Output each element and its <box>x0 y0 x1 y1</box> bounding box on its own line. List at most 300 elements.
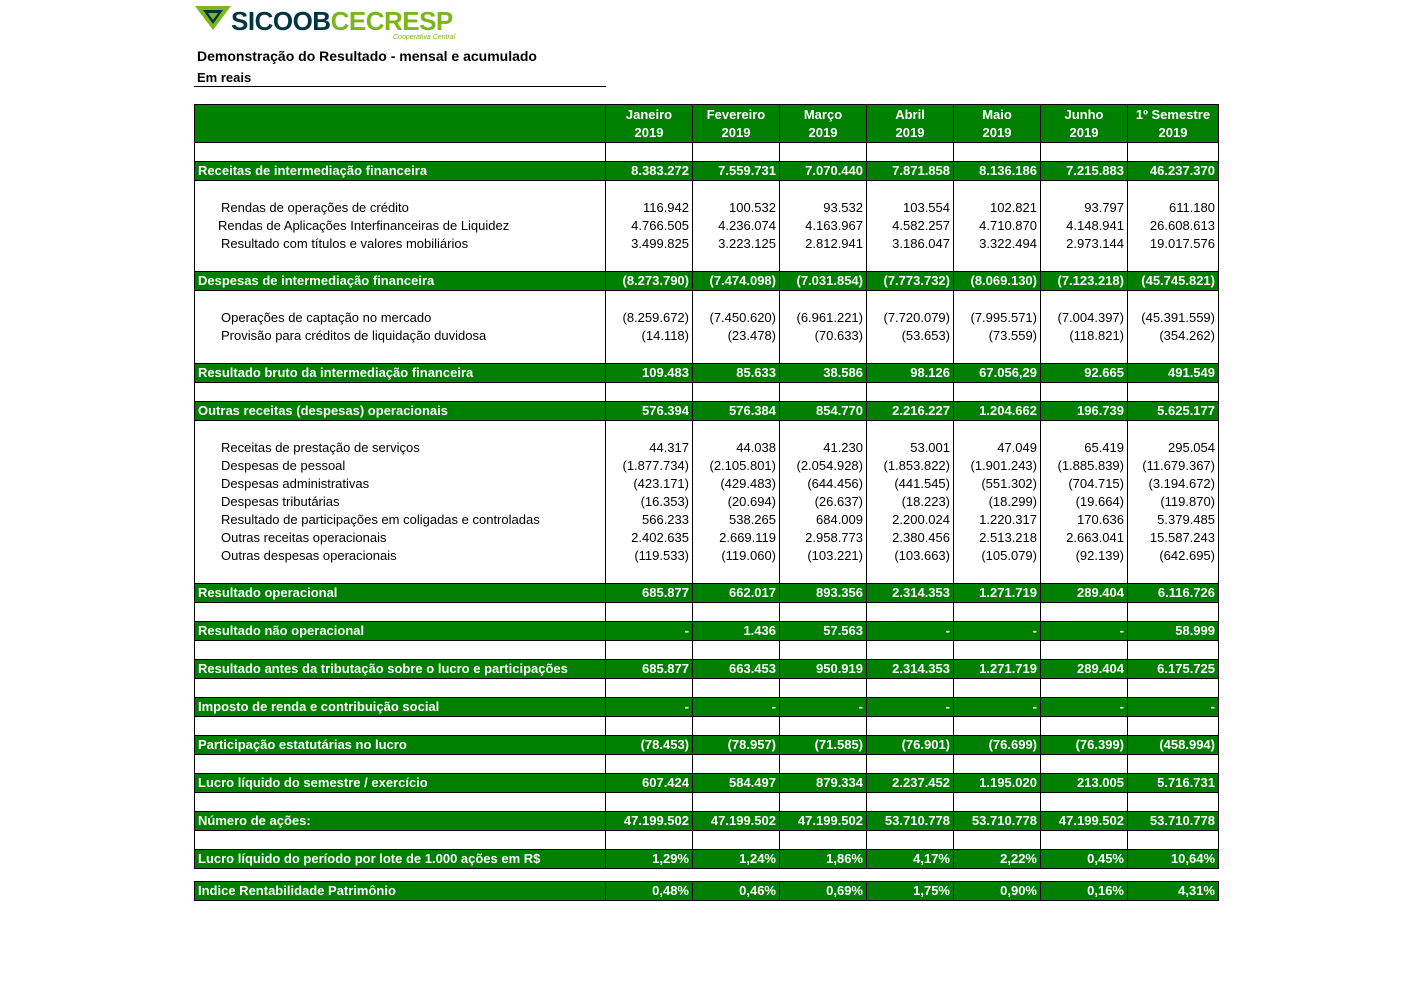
value-cell: (119.060) <box>693 547 780 565</box>
value-cell: 1.436 <box>693 622 780 641</box>
value-cell: 7.070.440 <box>780 162 867 181</box>
value-cell: (11.679.367) <box>1128 457 1219 475</box>
title-divider <box>194 86 606 87</box>
blank-cell <box>606 793 693 812</box>
value-cell: 1.271.719 <box>954 660 1041 679</box>
value-cell: - <box>606 622 693 641</box>
section-row-despesas <box>195 272 1219 291</box>
value-cell: 7.871.858 <box>867 162 954 181</box>
blank-cell <box>954 421 1041 440</box>
blank-cell <box>606 143 693 162</box>
blank-cell <box>954 641 1041 660</box>
value-cell: (8.273.790) <box>606 272 693 291</box>
section-row-res-operacional <box>195 584 1219 603</box>
blank-cell <box>195 291 606 310</box>
value-cell: 289.404 <box>1041 660 1128 679</box>
blank-cell <box>195 421 606 440</box>
blank-row <box>195 253 1219 272</box>
blank-cell <box>867 421 954 440</box>
section-row-imposto <box>195 698 1219 717</box>
value-cell: (354.262) <box>1128 327 1219 345</box>
value-cell: 2.402.635 <box>606 529 693 547</box>
row-label: Provisão para créditos de liquidação duvidosa <box>195 327 606 345</box>
blank-cell <box>195 679 606 698</box>
blank-row <box>195 679 1219 698</box>
item-row-desp-admin <box>195 475 1219 493</box>
blank-cell <box>1128 253 1219 272</box>
logo-brand-sub: CECRESP <box>330 6 453 36</box>
row-label: Outras receitas operacionais <box>195 529 606 547</box>
blank-cell <box>606 383 693 402</box>
value-cell: 170.636 <box>1041 511 1128 529</box>
logo-wordmark <box>231 6 453 37</box>
blank-cell <box>954 869 1041 882</box>
blank-cell <box>780 421 867 440</box>
value-cell: 65.419 <box>1041 439 1128 457</box>
value-cell: 1.271.719 <box>954 584 1041 603</box>
blank-cell <box>867 831 954 850</box>
value-cell: (429.483) <box>693 475 780 493</box>
value-cell: 295.054 <box>1128 439 1219 457</box>
value-cell: - <box>954 622 1041 641</box>
value-cell: (7.450.620) <box>693 309 780 327</box>
blank-cell <box>954 565 1041 584</box>
value-cell: 4.163.967 <box>780 217 867 235</box>
value-cell: (78.453) <box>606 736 693 755</box>
blank-cell <box>195 565 606 584</box>
value-cell: 1,75% <box>867 882 954 901</box>
value-cell: (2.105.801) <box>693 457 780 475</box>
value-cell: 8.136.186 <box>954 162 1041 181</box>
value-cell: 38.586 <box>780 364 867 383</box>
blank-cell <box>780 641 867 660</box>
section-row-outras <box>195 402 1219 421</box>
blank-cell <box>1128 869 1219 882</box>
blank-cell <box>780 181 867 200</box>
item-row-op-captacao <box>195 309 1219 327</box>
value-cell: 879.334 <box>780 774 867 793</box>
blank-cell <box>1128 291 1219 310</box>
blank-cell <box>693 143 780 162</box>
blank-cell <box>693 603 780 622</box>
value-cell: 93.532 <box>780 199 867 217</box>
value-cell: 2.669.119 <box>693 529 780 547</box>
blank-cell <box>867 641 954 660</box>
value-cell: (19.664) <box>1041 493 1128 511</box>
currency-unit: Em reais <box>197 70 252 85</box>
value-cell: 47.199.502 <box>780 812 867 831</box>
value-cell: 103.554 <box>867 199 954 217</box>
blank-cell <box>867 181 954 200</box>
blank-cell <box>954 181 1041 200</box>
header-col-may: Maio 2019 <box>954 105 1041 143</box>
header-label-cell <box>195 105 606 143</box>
blank-cell <box>867 793 954 812</box>
blank-cell <box>1128 755 1219 774</box>
blank-cell <box>1128 143 1219 162</box>
value-cell: 662.017 <box>693 584 780 603</box>
value-cell: 576.394 <box>606 402 693 421</box>
value-cell: (7.004.397) <box>1041 309 1128 327</box>
blank-cell <box>1128 345 1219 364</box>
row-label: Imposto de renda e contribuição social <box>195 698 606 717</box>
value-cell: 2.237.452 <box>867 774 954 793</box>
value-cell: 854.770 <box>780 402 867 421</box>
value-cell: 2.380.456 <box>867 529 954 547</box>
blank-cell <box>693 291 780 310</box>
blank-cell <box>954 679 1041 698</box>
value-cell: 685.877 <box>606 660 693 679</box>
value-cell: 213.005 <box>1041 774 1128 793</box>
row-label: Receitas de prestação de serviços <box>195 439 606 457</box>
blank-cell <box>195 603 606 622</box>
value-cell: (18.299) <box>954 493 1041 511</box>
blank-cell <box>693 869 780 882</box>
value-cell: 19.017.576 <box>1128 235 1219 253</box>
value-cell: 3.223.125 <box>693 235 780 253</box>
value-cell: (1.853.822) <box>867 457 954 475</box>
value-cell: 2,22% <box>954 850 1041 869</box>
value-cell: 576.384 <box>693 402 780 421</box>
blank-cell <box>1041 641 1128 660</box>
blank-cell <box>867 345 954 364</box>
row-label: Despesas de intermediação financeira <box>195 272 606 291</box>
value-cell: 0,16% <box>1041 882 1128 901</box>
value-cell: 41.230 <box>780 439 867 457</box>
header-col-jun: Junho 2019 <box>1041 105 1128 143</box>
blank-cell <box>606 641 693 660</box>
blank-row <box>195 831 1219 850</box>
value-cell: 684.009 <box>780 511 867 529</box>
row-label: Resultado operacional <box>195 584 606 603</box>
value-cell: (105.079) <box>954 547 1041 565</box>
value-cell: 98.126 <box>867 364 954 383</box>
section-row-res-antes <box>195 660 1219 679</box>
blank-cell <box>195 755 606 774</box>
value-cell: (14.118) <box>606 327 693 345</box>
value-cell: 109.483 <box>606 364 693 383</box>
blank-cell <box>1041 793 1128 812</box>
blank-cell <box>693 831 780 850</box>
value-cell: 1,24% <box>693 850 780 869</box>
blank-cell <box>195 641 606 660</box>
blank-cell <box>606 181 693 200</box>
value-cell: 53.001 <box>867 439 954 457</box>
blank-row <box>195 641 1219 660</box>
value-cell: 4.766.505 <box>606 217 693 235</box>
blank-cell <box>867 565 954 584</box>
header-col-mar: Março 2019 <box>780 105 867 143</box>
value-cell: - <box>954 698 1041 717</box>
row-label: Indice Rentabilidade Patrimônio <box>195 882 606 901</box>
row-label: Resultado com títulos e valores mobiliários <box>195 235 606 253</box>
value-cell: (8.259.672) <box>606 309 693 327</box>
value-cell: (3.194.672) <box>1128 475 1219 493</box>
blank-cell <box>780 143 867 162</box>
section-row-indice <box>195 882 1219 901</box>
value-cell: (7.123.218) <box>1041 272 1128 291</box>
value-cell: 92.665 <box>1041 364 1128 383</box>
row-label: Resultado bruto da intermediação financeira <box>195 364 606 383</box>
row-label: Lucro líquido do período por lote de 1.000 ações em R$ <box>195 850 606 869</box>
blank-cell <box>780 831 867 850</box>
blank-cell <box>195 143 606 162</box>
blank-cell <box>1041 291 1128 310</box>
value-cell: 67.056,29 <box>954 364 1041 383</box>
blank-row <box>195 383 1219 402</box>
blank-cell <box>867 383 954 402</box>
blank-cell <box>195 181 606 200</box>
blank-row <box>195 181 1219 200</box>
value-cell: 893.356 <box>780 584 867 603</box>
value-cell: 53.710.778 <box>1128 812 1219 831</box>
value-cell: 2.663.041 <box>1041 529 1128 547</box>
value-cell: (7.773.732) <box>867 272 954 291</box>
value-cell: 538.265 <box>693 511 780 529</box>
blank-cell <box>693 755 780 774</box>
section-row-resultado-bruto <box>195 364 1219 383</box>
value-cell: 2.812.941 <box>780 235 867 253</box>
blank-row <box>195 755 1219 774</box>
value-cell: 3.322.494 <box>954 235 1041 253</box>
row-label: Rendas de operações de crédito <box>195 199 606 217</box>
blank-cell <box>606 603 693 622</box>
section-row-receitas <box>195 162 1219 181</box>
section-row-num-acoes <box>195 812 1219 831</box>
blank-cell <box>606 291 693 310</box>
row-label: Resultado antes da tributação sobre o lucro e participações <box>195 660 606 679</box>
value-cell: 46.237.370 <box>1128 162 1219 181</box>
blank-row <box>195 793 1219 812</box>
value-cell: 47.199.502 <box>606 812 693 831</box>
blank-cell <box>693 181 780 200</box>
value-cell: 8.383.272 <box>606 162 693 181</box>
company-logo <box>195 4 475 44</box>
value-cell: (26.637) <box>780 493 867 511</box>
value-cell: (45.745.821) <box>1128 272 1219 291</box>
value-cell: 2.958.773 <box>780 529 867 547</box>
value-cell: 53.710.778 <box>954 812 1041 831</box>
blank-cell <box>1041 831 1128 850</box>
value-cell: - <box>1041 698 1128 717</box>
blank-row <box>195 603 1219 622</box>
row-label: Número de ações: <box>195 812 606 831</box>
value-cell: 7.559.731 <box>693 162 780 181</box>
header-col-feb: Fevereiro 2019 <box>693 105 780 143</box>
blank-cell <box>693 565 780 584</box>
value-cell: 2.216.227 <box>867 402 954 421</box>
blank-cell <box>1128 793 1219 812</box>
value-cell: (53.653) <box>867 327 954 345</box>
value-cell: 289.404 <box>1041 584 1128 603</box>
blank-cell <box>867 143 954 162</box>
value-cell: (78.957) <box>693 736 780 755</box>
value-cell: 611.180 <box>1128 199 1219 217</box>
value-cell: 4.148.941 <box>1041 217 1128 235</box>
blank-cell <box>1128 603 1219 622</box>
value-cell: 4.582.257 <box>867 217 954 235</box>
row-label: Resultado não operacional <box>195 622 606 641</box>
value-cell: (70.633) <box>780 327 867 345</box>
value-cell: 58.999 <box>1128 622 1219 641</box>
value-cell: (92.139) <box>1041 547 1128 565</box>
blank-row <box>195 421 1219 440</box>
blank-cell <box>867 869 954 882</box>
row-label: Rendas de Aplicações Interfinanceiras de Liquidez <box>195 217 606 235</box>
value-cell: 0,48% <box>606 882 693 901</box>
blank-cell <box>606 869 693 882</box>
blank-cell <box>693 253 780 272</box>
value-cell: 116.942 <box>606 199 693 217</box>
row-label: Participação estatutárias no lucro <box>195 736 606 755</box>
value-cell: - <box>693 698 780 717</box>
value-cell: 196.739 <box>1041 402 1128 421</box>
value-cell: 584.497 <box>693 774 780 793</box>
blank-cell <box>1128 181 1219 200</box>
value-cell: 2.973.144 <box>1041 235 1128 253</box>
value-cell: (71.585) <box>780 736 867 755</box>
value-cell: 2.314.353 <box>867 584 954 603</box>
value-cell: (1.877.734) <box>606 457 693 475</box>
value-cell: (20.694) <box>693 493 780 511</box>
value-cell: 566.233 <box>606 511 693 529</box>
blank-cell <box>1041 603 1128 622</box>
value-cell: (16.353) <box>606 493 693 511</box>
value-cell: (458.994) <box>1128 736 1219 755</box>
value-cell: 4,17% <box>867 850 954 869</box>
blank-cell <box>954 755 1041 774</box>
item-row-outras-desp <box>195 547 1219 565</box>
value-cell: 1.204.662 <box>954 402 1041 421</box>
blank-cell <box>195 831 606 850</box>
item-row-rendas-aplic <box>195 217 1219 235</box>
blank-cell <box>606 345 693 364</box>
value-cell: 47.199.502 <box>693 812 780 831</box>
value-cell: 4.236.074 <box>693 217 780 235</box>
value-cell: 1,29% <box>606 850 693 869</box>
blank-cell <box>954 793 1041 812</box>
value-cell: 0,90% <box>954 882 1041 901</box>
value-cell: 2.314.353 <box>867 660 954 679</box>
blank-cell <box>954 383 1041 402</box>
blank-cell <box>780 603 867 622</box>
row-label: Despesas administrativas <box>195 475 606 493</box>
value-cell: (441.545) <box>867 475 954 493</box>
blank-row <box>195 565 1219 584</box>
blank-cell <box>1041 143 1128 162</box>
blank-cell <box>1128 831 1219 850</box>
value-cell: 47.199.502 <box>1041 812 1128 831</box>
blank-cell <box>1041 717 1128 736</box>
value-cell: (551.302) <box>954 475 1041 493</box>
value-cell: 5.625.177 <box>1128 402 1219 421</box>
value-cell: (1.885.839) <box>1041 457 1128 475</box>
value-cell: - <box>1128 698 1219 717</box>
section-row-particip-estat <box>195 736 1219 755</box>
blank-cell <box>1128 679 1219 698</box>
blank-cell <box>606 831 693 850</box>
value-cell: (2.054.928) <box>780 457 867 475</box>
blank-cell <box>606 755 693 774</box>
value-cell: (76.901) <box>867 736 954 755</box>
blank-cell <box>867 679 954 698</box>
blank-cell <box>1128 383 1219 402</box>
value-cell: 607.424 <box>606 774 693 793</box>
blank-cell <box>867 603 954 622</box>
value-cell: (73.559) <box>954 327 1041 345</box>
blank-cell <box>693 641 780 660</box>
value-cell: 0,46% <box>693 882 780 901</box>
blank-cell <box>954 717 1041 736</box>
value-cell: 950.919 <box>780 660 867 679</box>
blank-cell <box>780 345 867 364</box>
blank-cell <box>195 345 606 364</box>
value-cell: 26.608.613 <box>1128 217 1219 235</box>
blank-cell <box>867 291 954 310</box>
value-cell: 6.116.726 <box>1128 584 1219 603</box>
row-label: Lucro líquido do semestre / exercício <box>195 774 606 793</box>
value-cell: 5.379.485 <box>1128 511 1219 529</box>
blank-cell <box>195 717 606 736</box>
section-row-lucro-liquido <box>195 774 1219 793</box>
value-cell: (18.223) <box>867 493 954 511</box>
blank-cell <box>780 755 867 774</box>
blank-cell <box>1041 679 1128 698</box>
item-row-outras-rec <box>195 529 1219 547</box>
blank-row <box>195 143 1219 162</box>
value-cell: 1.195.020 <box>954 774 1041 793</box>
blank-cell <box>693 383 780 402</box>
item-row-resultado-titulos <box>195 235 1219 253</box>
blank-cell <box>954 291 1041 310</box>
blank-cell <box>693 421 780 440</box>
row-label: Outras despesas operacionais <box>195 547 606 565</box>
value-cell: 663.453 <box>693 660 780 679</box>
value-cell: 53.710.778 <box>867 812 954 831</box>
table-header-row <box>195 105 1219 143</box>
blank-cell <box>1128 717 1219 736</box>
sicoob-logo-icon <box>195 4 231 32</box>
value-cell: 1,86% <box>780 850 867 869</box>
item-row-rendas-credito <box>195 199 1219 217</box>
value-cell: 4,31% <box>1128 882 1219 901</box>
value-cell: (119.870) <box>1128 493 1219 511</box>
blank-cell <box>1041 345 1128 364</box>
value-cell: 0,45% <box>1041 850 1128 869</box>
value-cell: 44.038 <box>693 439 780 457</box>
blank-cell <box>780 793 867 812</box>
logo-tagline: Cooperativa Central <box>393 34 456 41</box>
blank-row <box>195 345 1219 364</box>
row-label: Despesas tributárias <box>195 493 606 511</box>
value-cell: 10,64% <box>1128 850 1219 869</box>
value-cell: 47.049 <box>954 439 1041 457</box>
row-label: Despesas de pessoal <box>195 457 606 475</box>
row-label: Receitas de intermediação financeira <box>195 162 606 181</box>
blank-cell <box>1041 253 1128 272</box>
value-cell: 3.499.825 <box>606 235 693 253</box>
value-cell: 685.877 <box>606 584 693 603</box>
value-cell: 1.220.317 <box>954 511 1041 529</box>
blank-cell <box>867 717 954 736</box>
income-statement-table <box>194 104 1219 901</box>
blank-cell <box>867 755 954 774</box>
value-cell: 491.549 <box>1128 364 1219 383</box>
section-row-res-nao-oper <box>195 622 1219 641</box>
item-row-desp-pessoal <box>195 457 1219 475</box>
value-cell: 100.532 <box>693 199 780 217</box>
row-label: Operações de captação no mercado <box>195 309 606 327</box>
